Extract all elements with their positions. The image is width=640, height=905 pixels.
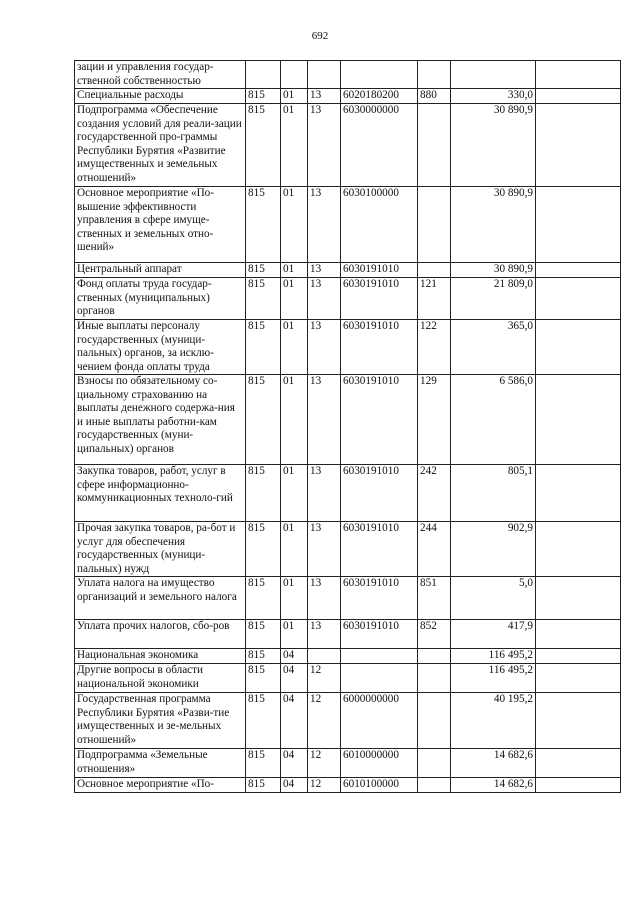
row-extra-cell	[536, 749, 621, 778]
row-name-cell: Подпрограмма «Земельные отношения»	[75, 749, 246, 778]
row-cs-cell: 6030191010	[341, 278, 418, 320]
row-sum-cell: 116 495,2	[451, 664, 536, 693]
row-vr-cell: 244	[418, 522, 451, 577]
table-row	[75, 577, 621, 620]
row-rz-cell: 01	[281, 263, 308, 278]
row-rz-cell: 04	[281, 749, 308, 778]
row-gr-cell: 815	[246, 278, 281, 320]
row-rz-cell: 01	[281, 620, 308, 649]
table-row	[75, 320, 621, 375]
row-rz-cell: 04	[281, 693, 308, 749]
row-vr-cell	[418, 778, 451, 793]
row-vr-cell: 122	[418, 320, 451, 375]
row-cs-cell	[341, 61, 418, 89]
row-vr-cell: 242	[418, 465, 451, 522]
row-rz-cell: 01	[281, 577, 308, 620]
row-rz-cell: 01	[281, 187, 308, 263]
row-extra-cell	[536, 61, 621, 89]
row-pr-cell: 12	[308, 664, 341, 693]
row-rz-cell: 01	[281, 89, 308, 104]
row-sum-cell: 40 195,2	[451, 693, 536, 749]
row-sum-cell	[451, 61, 536, 89]
row-name-cell: зации и управления государ-ственной собственностью	[75, 61, 246, 89]
row-cs-cell: 6030000000	[341, 104, 418, 187]
row-name-cell: Прочая закупка товаров, ра-бот и услуг для обеспечения государственных (муници-пальных) нужд	[75, 522, 246, 577]
row-vr-cell: 851	[418, 577, 451, 620]
row-pr-cell	[308, 649, 341, 664]
table-row	[75, 522, 621, 577]
row-pr-cell: 13	[308, 89, 341, 104]
row-extra-cell	[536, 187, 621, 263]
row-rz-cell	[281, 61, 308, 89]
row-extra-cell	[536, 778, 621, 793]
row-gr-cell: 815	[246, 749, 281, 778]
row-sum-cell: 365,0	[451, 320, 536, 375]
row-gr-cell: 815	[246, 620, 281, 649]
table-row	[75, 375, 621, 465]
row-sum-cell: 902,9	[451, 522, 536, 577]
row-pr-cell: 13	[308, 104, 341, 187]
row-name-cell: Фонд оплаты труда государ-ственных (муниципальных) органов	[75, 278, 246, 320]
row-gr-cell: 815	[246, 263, 281, 278]
table-row	[75, 187, 621, 263]
row-vr-cell	[418, 649, 451, 664]
row-pr-cell: 12	[308, 778, 341, 793]
table-row	[75, 278, 621, 320]
row-vr-cell: 129	[418, 375, 451, 465]
row-name-cell: Специальные расходы	[75, 89, 246, 104]
row-extra-cell	[536, 263, 621, 278]
row-sum-cell: 116 495,2	[451, 649, 536, 664]
row-extra-cell	[536, 577, 621, 620]
row-sum-cell: 14 682,6	[451, 778, 536, 793]
row-name-cell: Другие вопросы в области национальной экономики	[75, 664, 246, 693]
row-extra-cell	[536, 620, 621, 649]
row-gr-cell: 815	[246, 522, 281, 577]
row-cs-cell: 6020180200	[341, 89, 418, 104]
row-sum-cell: 30 890,9	[451, 187, 536, 263]
row-pr-cell: 12	[308, 749, 341, 778]
row-cs-cell: 6000000000	[341, 693, 418, 749]
row-cs-cell: 6030191010	[341, 320, 418, 375]
row-name-cell: Уплата налога на имущество организаций и земельного налога	[75, 577, 246, 620]
table-row	[75, 649, 621, 664]
row-sum-cell: 805,1	[451, 465, 536, 522]
row-rz-cell: 01	[281, 465, 308, 522]
row-sum-cell: 21 809,0	[451, 278, 536, 320]
row-vr-cell: 880	[418, 89, 451, 104]
row-gr-cell: 815	[246, 187, 281, 263]
budget-table-body	[75, 61, 621, 793]
row-cs-cell: 6030191010	[341, 263, 418, 278]
row-pr-cell: 13	[308, 620, 341, 649]
row-sum-cell: 330,0	[451, 89, 536, 104]
row-sum-cell: 30 890,9	[451, 263, 536, 278]
row-name-cell: Подпрограмма «Обеспечение создания условий для реали-зации государственной про-граммы Республики Бурятия «Развитие имущественных и земельных отношений»	[75, 104, 246, 187]
row-gr-cell: 815	[246, 320, 281, 375]
row-cs-cell: 6030191010	[341, 620, 418, 649]
row-sum-cell: 5,0	[451, 577, 536, 620]
row-gr-cell: 815	[246, 104, 281, 187]
row-cs-cell: 6010000000	[341, 749, 418, 778]
row-rz-cell: 01	[281, 320, 308, 375]
row-pr-cell: 13	[308, 187, 341, 263]
row-rz-cell: 01	[281, 375, 308, 465]
table-row	[75, 61, 621, 89]
row-sum-cell: 6 586,0	[451, 375, 536, 465]
table-row	[75, 778, 621, 793]
row-name-cell: Закупка товаров, работ, услуг в сфере информационно-коммуникационных техноло-гий	[75, 465, 246, 522]
row-pr-cell: 13	[308, 375, 341, 465]
row-sum-cell: 14 682,6	[451, 749, 536, 778]
row-sum-cell: 30 890,9	[451, 104, 536, 187]
budget-table	[74, 60, 621, 793]
row-gr-cell: 815	[246, 664, 281, 693]
row-extra-cell	[536, 104, 621, 187]
row-cs-cell	[341, 649, 418, 664]
row-name-cell: Уплата прочих налогов, сбо-ров	[75, 620, 246, 649]
row-sum-cell: 417,9	[451, 620, 536, 649]
row-vr-cell: 852	[418, 620, 451, 649]
row-rz-cell: 04	[281, 649, 308, 664]
row-extra-cell	[536, 375, 621, 465]
table-row	[75, 693, 621, 749]
row-vr-cell	[418, 693, 451, 749]
table-row	[75, 620, 621, 649]
row-name-cell: Национальная экономика	[75, 649, 246, 664]
row-gr-cell: 815	[246, 778, 281, 793]
row-extra-cell	[536, 320, 621, 375]
row-vr-cell	[418, 664, 451, 693]
row-pr-cell: 12	[308, 693, 341, 749]
row-extra-cell	[536, 465, 621, 522]
row-rz-cell: 01	[281, 104, 308, 187]
row-vr-cell: 121	[418, 278, 451, 320]
row-extra-cell	[536, 278, 621, 320]
row-pr-cell: 13	[308, 278, 341, 320]
row-cs-cell: 6030100000	[341, 187, 418, 263]
row-cs-cell: 6030191010	[341, 375, 418, 465]
row-name-cell: Взносы по обязательному со-циальному страхованию на выплаты денежного содержа-ния и иные выплаты работни-кам государственных (муни-ципальных) органов	[75, 375, 246, 465]
row-pr-cell	[308, 61, 341, 89]
row-name-cell: Основное мероприятие «По-вышение эффективности управления в сфере имуще-ственных и земельных отно-шений»	[75, 187, 246, 263]
row-rz-cell: 04	[281, 778, 308, 793]
page-number: 692	[311, 30, 329, 42]
row-extra-cell	[536, 649, 621, 664]
row-pr-cell: 13	[308, 577, 341, 620]
row-rz-cell: 01	[281, 278, 308, 320]
row-vr-cell	[418, 104, 451, 187]
row-pr-cell: 13	[308, 465, 341, 522]
row-extra-cell	[536, 693, 621, 749]
row-gr-cell: 815	[246, 577, 281, 620]
row-gr-cell: 815	[246, 649, 281, 664]
row-name-cell: Основное мероприятие «По-	[75, 778, 246, 793]
row-cs-cell	[341, 664, 418, 693]
row-cs-cell: 6030191010	[341, 465, 418, 522]
table-row	[75, 104, 621, 187]
table-row	[75, 465, 621, 522]
row-gr-cell: 815	[246, 465, 281, 522]
row-rz-cell: 01	[281, 522, 308, 577]
row-cs-cell: 6030191010	[341, 577, 418, 620]
row-pr-cell: 13	[308, 320, 341, 375]
row-pr-cell: 13	[308, 263, 341, 278]
row-name-cell: Государственная программа Республики Бурятия «Разви-тие имущественных и зе-мельных отношений»	[75, 693, 246, 749]
row-pr-cell: 13	[308, 522, 341, 577]
table-row	[75, 263, 621, 278]
table-row	[75, 89, 621, 104]
row-gr-cell: 815	[246, 89, 281, 104]
row-vr-cell	[418, 61, 451, 89]
row-name-cell: Центральный аппарат	[75, 263, 246, 278]
row-cs-cell: 6010100000	[341, 778, 418, 793]
row-vr-cell	[418, 749, 451, 778]
row-cs-cell: 6030191010	[341, 522, 418, 577]
row-vr-cell	[418, 263, 451, 278]
row-extra-cell	[536, 89, 621, 104]
row-gr-cell: 815	[246, 375, 281, 465]
row-extra-cell	[536, 522, 621, 577]
row-extra-cell	[536, 664, 621, 693]
table-row	[75, 749, 621, 778]
row-vr-cell	[418, 187, 451, 263]
row-name-cell: Иные выплаты персоналу государственных (муници-пальных) органов, за исклю-чением фонда оплаты труда	[75, 320, 246, 375]
table-row	[75, 664, 621, 693]
row-rz-cell: 04	[281, 664, 308, 693]
row-gr-cell	[246, 61, 281, 89]
row-gr-cell: 815	[246, 693, 281, 749]
